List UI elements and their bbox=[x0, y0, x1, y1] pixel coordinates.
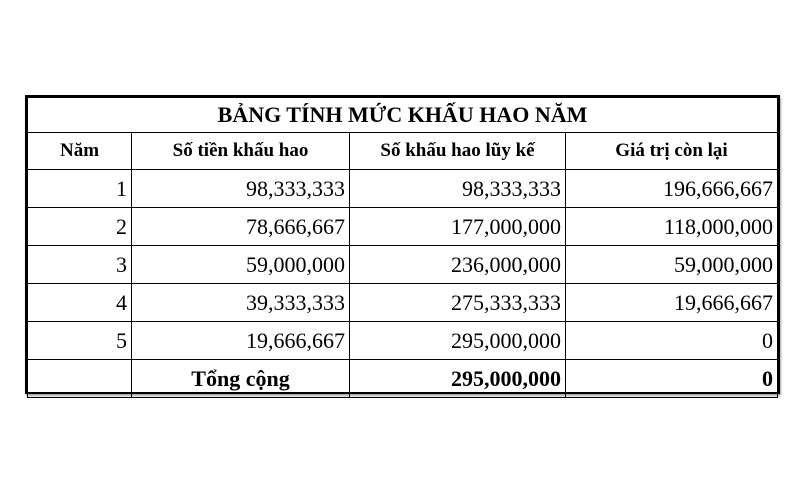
cell-year: 3 bbox=[28, 246, 132, 284]
header-accumulated-depreciation: Số khấu hao lũy kế bbox=[350, 133, 566, 170]
cell-depreciation-amount: 78,666,667 bbox=[132, 208, 350, 246]
table-row bbox=[28, 208, 778, 246]
total-accumulated: 295,000,000 bbox=[350, 360, 566, 398]
cell-year: 1 bbox=[28, 170, 132, 208]
table-row bbox=[28, 246, 778, 284]
cell-depreciation-amount: 98,333,333 bbox=[132, 170, 350, 208]
cell-accumulated-depreciation: 236,000,000 bbox=[350, 246, 566, 284]
table-row bbox=[28, 284, 778, 322]
cell-remaining-value: 118,000,000 bbox=[566, 208, 778, 246]
total-row bbox=[28, 360, 778, 398]
header-row bbox=[28, 133, 778, 170]
cell-accumulated-depreciation: 177,000,000 bbox=[350, 208, 566, 246]
total-year-cell bbox=[28, 360, 132, 398]
cell-remaining-value: 0 bbox=[566, 322, 778, 360]
header-remaining-value: Giá trị còn lại bbox=[566, 133, 778, 170]
cell-year: 4 bbox=[28, 284, 132, 322]
cell-accumulated-depreciation: 98,333,333 bbox=[350, 170, 566, 208]
cell-depreciation-amount: 59,000,000 bbox=[132, 246, 350, 284]
table-title: BẢNG TÍNH MỨC KHẤU HAO NĂM bbox=[28, 98, 778, 133]
total-remaining: 0 bbox=[566, 360, 778, 398]
table-row bbox=[28, 170, 778, 208]
table-row bbox=[28, 322, 778, 360]
header-depreciation-amount: Số tiền khấu hao bbox=[132, 133, 350, 170]
depreciation-table bbox=[27, 97, 778, 398]
cell-accumulated-depreciation: 295,000,000 bbox=[350, 322, 566, 360]
cell-year: 2 bbox=[28, 208, 132, 246]
title-row bbox=[28, 98, 778, 133]
cell-remaining-value: 59,000,000 bbox=[566, 246, 778, 284]
cell-depreciation-amount: 19,666,667 bbox=[132, 322, 350, 360]
total-label: Tổng cộng bbox=[132, 360, 350, 398]
cell-year: 5 bbox=[28, 322, 132, 360]
cell-remaining-value: 19,666,667 bbox=[566, 284, 778, 322]
depreciation-table-container bbox=[25, 95, 780, 394]
cell-remaining-value: 196,666,667 bbox=[566, 170, 778, 208]
header-year: Năm bbox=[28, 133, 132, 170]
cell-depreciation-amount: 39,333,333 bbox=[132, 284, 350, 322]
cell-accumulated-depreciation: 275,333,333 bbox=[350, 284, 566, 322]
